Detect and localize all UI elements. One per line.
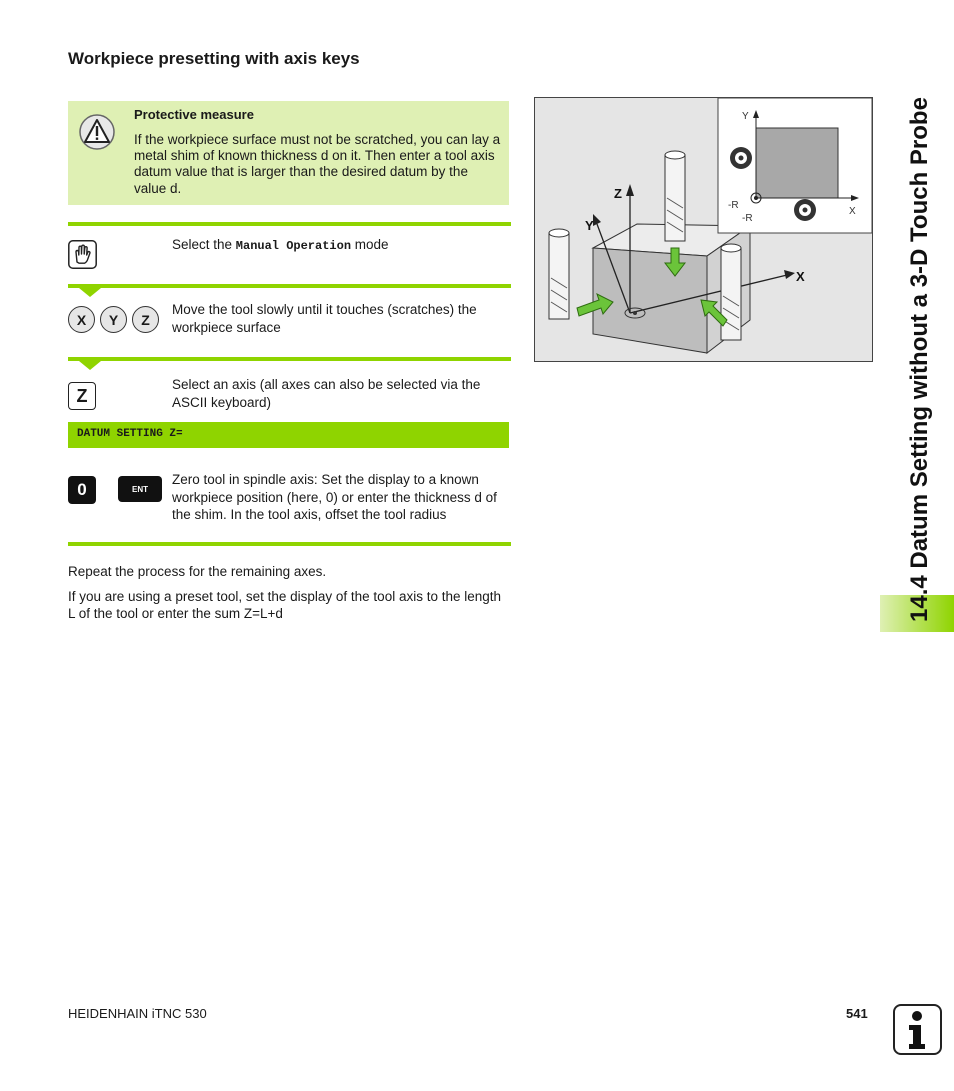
x-axis-key[interactable]: X xyxy=(68,306,95,333)
paragraph-preset-tool: If you are using a preset tool, set the display of the tool axis to the length L of the tool or enter the sum Z=L+d xyxy=(68,589,502,621)
page-number: 541 xyxy=(846,1006,868,1021)
side-chapter-title: 14.4 Datum Setting without a 3-D Touch Probe xyxy=(906,97,933,622)
z-axis-key[interactable]: Z xyxy=(132,306,159,333)
step-4-text: Zero tool in spindle axis: Set the display to a known workpiece position (here, 0) or enter the thickness d of the shim. In the tool axis, offset the tool radius xyxy=(172,472,497,522)
step-divider xyxy=(68,357,511,361)
warning-title: Protective measure xyxy=(134,107,254,122)
inset-minus-r-label: -R xyxy=(728,200,739,211)
step-1-text: Select the Manual Operation mode xyxy=(172,237,389,253)
warning-text: If the workpiece surface must not be scratched, you can lay a metal shim of known thickness d on it. Then enter a tool axis datum value that is larger than the desired datum by the value d. xyxy=(134,132,501,196)
inset-y-label: Y xyxy=(742,111,749,122)
paragraph-repeat: Repeat the process for the remaining axes. xyxy=(68,564,327,579)
manual-operation-hand-icon xyxy=(68,240,97,274)
section-end-divider xyxy=(68,542,511,546)
section-heading: Workpiece presetting with axis keys xyxy=(68,49,360,68)
zero-key[interactable]: 0 xyxy=(68,476,96,504)
inset-x-label: X xyxy=(849,206,856,217)
presetting-illustration xyxy=(535,98,872,361)
warning-icon xyxy=(78,113,116,156)
step-arrow-marker xyxy=(79,288,101,297)
step-arrow-marker xyxy=(79,361,101,370)
dialog-prompt-bar xyxy=(68,422,509,448)
inset-minus-r-label: -R xyxy=(742,213,753,224)
step-divider xyxy=(68,222,511,226)
cutter-icon xyxy=(730,147,752,169)
figure-axis-y-label: Y xyxy=(585,218,594,233)
ent-key[interactable]: ENT xyxy=(118,476,162,502)
step-divider xyxy=(68,284,511,288)
side-title-container xyxy=(892,0,952,640)
figure-axis-x-label: X xyxy=(796,269,805,284)
manual-operation-mode-name: Manual Operation xyxy=(235,239,352,253)
cutter-icon xyxy=(794,199,816,221)
step-3-text: Select an axis (all axes can also be selected via the ASCII keyboard) xyxy=(172,377,481,410)
footer-product: HEIDENHAIN iTNC 530 xyxy=(68,1006,207,1021)
y-axis-key[interactable]: Y xyxy=(100,306,127,333)
dialog-prompt: DATUM SETTING Z= xyxy=(77,428,183,440)
z-axis-select-key[interactable]: Z xyxy=(68,382,96,410)
figure-axis-z-label: Z xyxy=(614,186,622,201)
presetting-figure xyxy=(534,97,873,362)
step-2-text: Move the tool slowly until it touches (scratches) the workpiece surface xyxy=(172,302,477,335)
info-icon xyxy=(893,1004,942,1055)
